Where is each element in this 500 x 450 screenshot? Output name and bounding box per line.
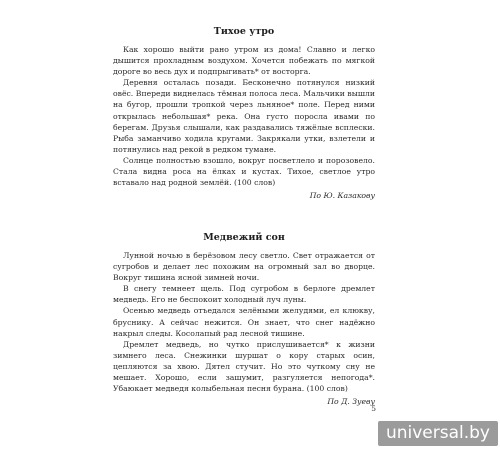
story-title: Медвежий сон [203, 232, 285, 243]
story-author: По Д. Зуеву [327, 397, 375, 407]
story-paragraph: Дремлет медведь, но чутко прислушивается* к жизни зимнего леса. Снежинки шуршат о кору старых осин, цепляются за хвою. Дятел стучит. Но это чуткому сну не мешает. Хорошо, если зашумит, разгуляется непогода*. Убаюкает медведя колыбельная песня бурана. (100 слов) [113, 339, 375, 394]
story-quiet-morning [113, 26, 375, 201]
watermark-logo: universal.by [378, 421, 498, 446]
page-number: 5 [371, 404, 376, 413]
story-paragraph: Солнце полностью взошло, вокруг посветлело и порозовело. Стала видна роса на ёлках и кустах. Тихое, светлое утро вставало над родной землёй. (100 слов) [113, 155, 375, 188]
story-paragraph: Осенью медведь отъедался зелёными желудями, ел клюкву, бруснику. А сейчас нежится. Он знает, что снег надёжно накрыл следы. Косолапый рад лесной тишине. [113, 306, 375, 338]
story-paragraph: В снегу темнеет щель. Под сугробом в берлоге дремлет медведь. Его не беспокоит холодный луч луны. [113, 284, 375, 305]
story-bear-sleep [113, 232, 375, 407]
story-paragraph: Как хорошо выйти рано утром из дома! Славно и легко дышится прохладным воздухом. Хочется побежать по мягкой дороге во весь дух и подпрыгивать* от восторга. [113, 45, 375, 77]
story-paragraph: Деревня осталась позади. Бесконечно потянулся низкий овёс. Впереди виднелась тёмная полоса леса. Мальчики вышли на бугор, прошли тропкой через льняное* поле. Перед ними открылась небольшая* река. Она густо поросла ивами по берегам. Друзья слышали, как раздавались тяжёлые всплески. Рыба заманчиво ходила кругами. Закрякали утки, взлетели и потянулись над рекой в редком тумане. [113, 78, 375, 154]
story-title: Тихое утро [213, 26, 275, 37]
story-author: По Ю. Казакову [309, 191, 375, 201]
story-paragraph: Лунной ночью в берёзовом лесу светло. Свет отражается от сугробов и делает лес похожим на огромный зал во дворце. Вокруг тишина ясной зимней ночи. [113, 251, 375, 283]
